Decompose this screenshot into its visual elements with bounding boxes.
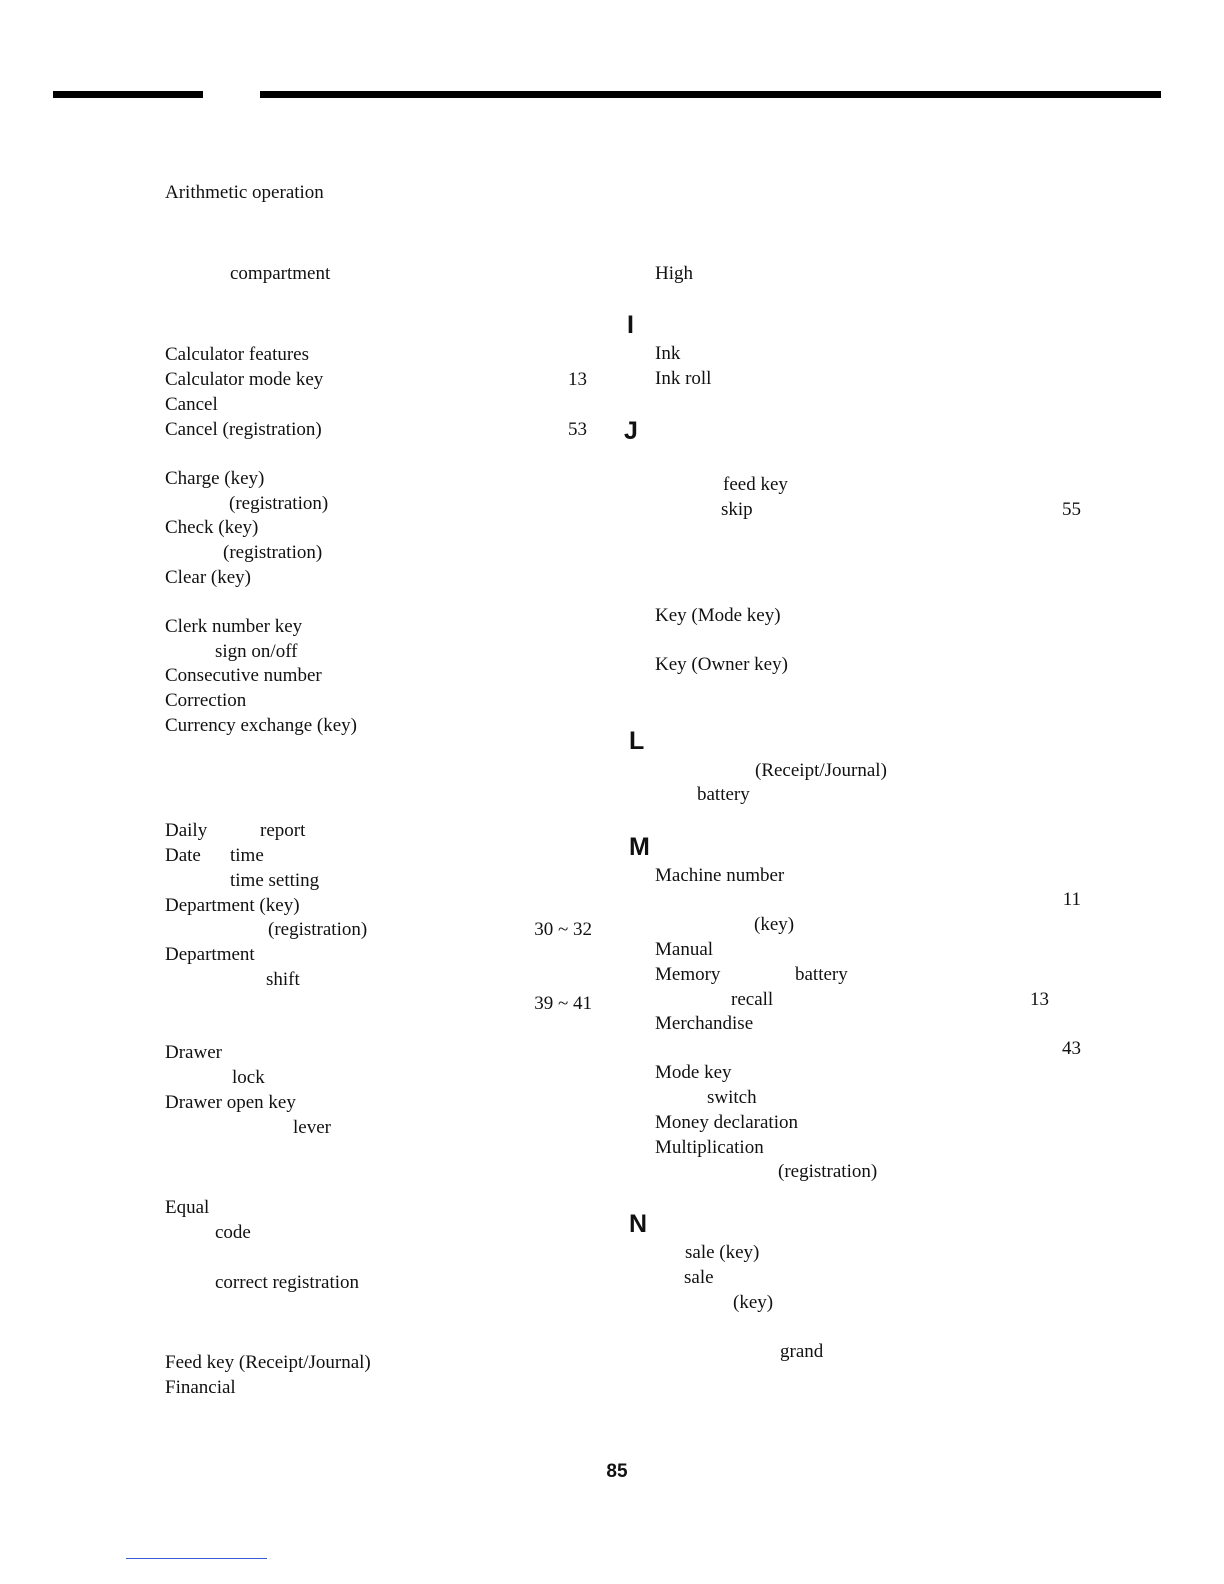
- index-entry: Clerk number key: [165, 616, 303, 637]
- index-entry: battery: [697, 784, 750, 805]
- index-entry: recall: [731, 989, 774, 1010]
- section-letter: J: [624, 417, 638, 445]
- section-letter: L: [629, 727, 645, 755]
- index-entry: sign on/off: [215, 641, 298, 662]
- index-entry: Correction: [165, 690, 247, 711]
- index-entry: Daily: [165, 820, 208, 841]
- index-entry: battery: [795, 964, 848, 985]
- page-ref: 13: [1030, 989, 1049, 1010]
- index-entry: Multiplication: [655, 1137, 764, 1158]
- index-entry: Cancel (registration): [165, 419, 322, 440]
- index-entry: sale (key): [685, 1242, 760, 1263]
- index-entry: Department: [165, 944, 255, 965]
- index-entry: lock: [232, 1067, 265, 1088]
- index-entry: Charge (key): [165, 468, 265, 489]
- index-entry: Ink roll: [655, 368, 712, 389]
- footer-link-underline[interactable]: [126, 1558, 267, 1559]
- index-entry: shift: [266, 969, 300, 990]
- index-entry: Department (key): [165, 895, 300, 916]
- page-number: 85: [606, 1461, 628, 1482]
- page-ref: 13: [568, 369, 587, 390]
- index-entry: (registration): [229, 493, 329, 514]
- index-entry: Feed key (Receipt/Journal): [165, 1352, 371, 1373]
- section-letter: I: [627, 311, 634, 339]
- section-letter: N: [629, 1210, 648, 1238]
- index-entry: Memory: [655, 964, 721, 985]
- index-entry: Manual: [655, 939, 714, 960]
- section-letter: M: [629, 833, 650, 861]
- index-entry: Mode key: [655, 1062, 732, 1083]
- index-entry: (Receipt/Journal): [755, 760, 887, 781]
- index-entry: Ink: [655, 343, 681, 364]
- index-entry: Calculator mode key: [165, 369, 324, 390]
- page-ref: 39 ~ 41: [534, 993, 592, 1014]
- page-ref: 53: [568, 419, 587, 440]
- page-ref: 11: [1062, 889, 1081, 910]
- index-entry: Cancel: [165, 394, 218, 415]
- index-entry: Key (Owner key): [655, 654, 788, 675]
- index-entry: Clear (key): [165, 567, 251, 588]
- index-entry: compartment: [230, 263, 331, 284]
- index-entry: correct registration: [215, 1272, 360, 1293]
- index-entry: (registration): [778, 1161, 878, 1182]
- index-entry: skip: [721, 499, 753, 520]
- index-entry: sale: [684, 1267, 714, 1288]
- index-entry: Equal: [165, 1197, 210, 1218]
- index-entry: Date: [165, 845, 201, 866]
- index-entry: report: [260, 820, 306, 841]
- index-entry: Money declaration: [655, 1112, 798, 1133]
- index-entry: feed key: [723, 474, 788, 495]
- index-entry: time setting: [230, 870, 320, 891]
- index-entry: Drawer: [165, 1042, 222, 1063]
- index-entry: Drawer open key: [165, 1092, 296, 1113]
- index-entry: Financial: [165, 1377, 236, 1398]
- index-entry: switch: [707, 1087, 757, 1108]
- index-entry: Currency exchange (key): [165, 715, 358, 736]
- index-entry: High: [655, 263, 693, 284]
- index-entry: lever: [293, 1117, 331, 1138]
- index-entry: (registration): [223, 542, 323, 563]
- index-entry: time: [230, 845, 264, 866]
- index-entry: Merchandise: [655, 1013, 754, 1034]
- index-entry: Consecutive number: [165, 665, 322, 686]
- index-entry: grand: [780, 1341, 824, 1362]
- page-ref: 43: [1062, 1038, 1081, 1059]
- index-entry: (registration): [268, 919, 368, 940]
- index-entry: Check (key): [165, 517, 259, 538]
- page-ref: 30 ~ 32: [534, 919, 592, 940]
- index-entry: Calculator features: [165, 344, 310, 365]
- index-entry: Machine number: [655, 865, 785, 886]
- index-entry: Key (Mode key): [655, 605, 781, 626]
- index-entry: Arithmetic operation: [165, 182, 324, 203]
- index-entry: code: [215, 1222, 251, 1243]
- index-entry: (key): [754, 914, 795, 935]
- page-ref: 55: [1062, 499, 1081, 520]
- index-entry: (key): [733, 1292, 774, 1313]
